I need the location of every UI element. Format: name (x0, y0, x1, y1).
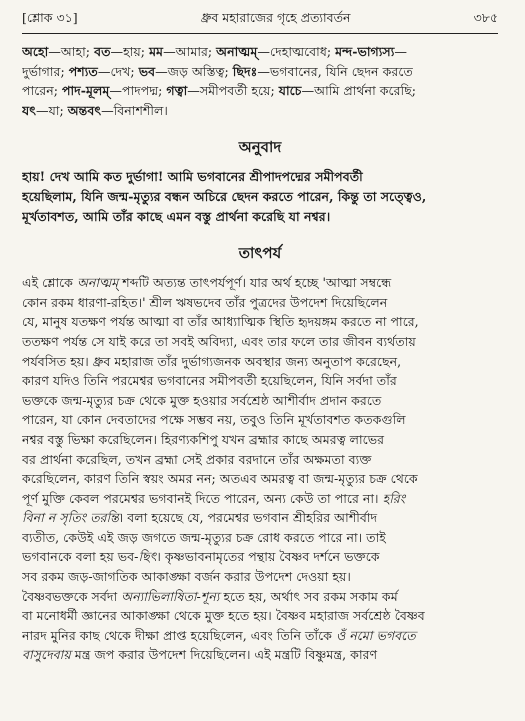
sanskrit-term: পাদ-মূলম্ (61, 83, 110, 99)
purport-line (22, 489, 498, 509)
page (22, 10, 498, 665)
text-run: —হায়; (110, 44, 150, 59)
sanskrit-term: যৎ (22, 102, 36, 118)
synonym-line (22, 42, 498, 62)
synonym-line (22, 101, 498, 121)
synonym-line (22, 81, 498, 101)
sanskrit-term: যাচে (278, 83, 302, 99)
text-run: করেছিলেন, কারণ তিনি স্বয়ং অমর নন; অতএব অমরত্ব বা জন্ম-মৃত্যুর চক্র থেকে (22, 471, 418, 487)
sanskrit-term: অহো (22, 44, 49, 59)
text-run: । বলা হয়েছে যে, পরমেশ্বর ভগবান শ্রীহরির আশীর্বাদ (118, 510, 378, 526)
sanskrit-term: ছিদঃ (232, 63, 258, 79)
translation-line: হয়েছিলাম, যিনি জন্ম-মৃত্যুর বন্ধন অচিরে ছেদন করতে পারেন, কিন্তু তা সত্ত্বেও, (22, 188, 427, 204)
italic-term: অন্যাভিলাষিতা-শূন্য (121, 588, 220, 604)
purport-line (22, 606, 498, 626)
purport-line (22, 391, 498, 411)
text-run: পর্যবসিত হয়। ধ্রুব মহারাজ তাঁর দুর্ভাগ্যজনক অবস্থার জন্য অনুতাপ করেছেন, (22, 353, 402, 369)
text-run: —যা; (36, 102, 68, 118)
purport-line (22, 273, 498, 293)
text-run: —আমি প্রার্থনা করেছি; (301, 83, 417, 99)
synonym-line (22, 62, 498, 82)
sanskrit-term: পশ্যত (68, 63, 98, 79)
running-header (22, 10, 498, 34)
text-run: পারেন, যা কোন দেবতাদের পক্ষে সম্ভব নয়, তবুও তিনি মূর্খতাবশত কতকগুলি (22, 412, 406, 428)
verse-number: [শ্লোক ৩১] (22, 10, 78, 25)
sanskrit-term: ভব (138, 63, 156, 79)
text-run: ভক্তকে জন্ম-মৃত্যুর চক্র থেকে মুক্ত হওয়ার সর্বশ্রেষ্ঠ আশীর্বাদ প্রদান করতে (22, 392, 382, 408)
purport-line (22, 567, 498, 587)
purport-line (22, 410, 498, 430)
text-run: সব রকম জড়-জাগতিক আকাঙ্ক্ষা বর্জন করার উপদেশ দেওয়া হয়। (22, 569, 351, 585)
translation-text (22, 167, 498, 226)
text-run: হতে হয়, অর্থাৎ সব রকম সকাম কর্ম (219, 588, 398, 604)
text-run: পারেন; (22, 83, 62, 99)
purport-line (22, 547, 498, 567)
word-for-word-synonyms (22, 42, 498, 120)
text-run: —সমীপবর্তী হয়ে; (187, 83, 279, 99)
italic-term: ছিৎ (138, 549, 157, 565)
text-run: —জড় অস্তিত্ব; (155, 63, 233, 79)
text-run: বর প্রার্থনা করেছিল, তখন ব্রহ্মা সেই প্রকার বরদানে তাঁর অক্ষমতা ব্যক্ত (22, 451, 372, 467)
text-run: —ভগবানের, যিনি ছেদন করতে (257, 63, 413, 79)
sanskrit-term: মম (149, 44, 164, 59)
sanskrit-term: মন্দ-ভাগ্যস্য (335, 44, 395, 59)
purport-line (22, 312, 498, 332)
purport-line (22, 371, 498, 391)
purport-line (22, 430, 498, 450)
italic-term: ওঁ নমো ভগবতে (335, 627, 416, 643)
translation-line: হায়! দেখ আমি কত দুর্ভাগা! আমি ভগবানের শ্রীপাদপদ্মের সমীপবর্তী (22, 169, 363, 185)
purport-line (22, 528, 498, 548)
purport-line (22, 469, 498, 489)
sanskrit-term: গত্বা (166, 83, 188, 99)
text-run: এই শ্লোকে (22, 275, 77, 291)
italic-term: অনাত্মম্ (77, 275, 119, 291)
italic-term: বাসুদেবায় (22, 647, 71, 663)
purport-line (22, 587, 498, 607)
text-run: ততক্ষণ পর্যন্ত সে যাই করে তা সবই অবিদ্যা, এবং তার ফলে তার জীবন ব্যর্থতায় (22, 333, 416, 349)
chapter-title: ধ্রুব মহারাজের গৃহে প্রত্যাবর্তন (200, 10, 351, 25)
text-run: দুর্ভাগার; (22, 63, 69, 79)
text-run: —পাদপদ্ম; (109, 83, 167, 99)
text-run: — (394, 44, 407, 59)
purport-line (22, 293, 498, 313)
purport-text (22, 273, 498, 665)
text-run: —দেহাত্মবোধ; (257, 44, 336, 59)
purport-line (22, 450, 498, 470)
text-run: বৈষ্ণবভক্তকে সর্বদা (22, 588, 122, 604)
purport-line (22, 508, 498, 528)
text-run: নারদ মুনির কাছ থেকে দীক্ষা প্রাপ্ত হয়েছিলেন, এবং তিনি তাঁকে (22, 627, 336, 643)
text-run: পূর্ণ মুক্তি কেবল পরমেশ্বর ভগবানই দিতে পারেন, অন্য কেউ তা পারে না। (22, 490, 383, 506)
page-number: ৩৮৫ (473, 10, 498, 25)
text-run: নশ্বর বস্তু ভিক্ষা করেছিলেন। হিরণ্যকশিপু যখন ব্রহ্মার কাছে অমরত্ব লাভের (22, 431, 385, 447)
text-run: বা মনোধর্মী জ্ঞানের আকাঙ্ক্ষা থেকে মুক্ত হতে হয়। বৈষ্ণব মহারাজ সর্বশ্রেষ্ঠ বৈষ্ণব (22, 608, 425, 624)
translation-heading: অনুবাদ (238, 138, 282, 157)
sanskrit-term: অনাত্মম্ (216, 44, 258, 59)
purport-heading: তাৎপর্য (238, 244, 282, 263)
italic-term: বিনা ন সৃতিং তরন্তি (22, 510, 119, 526)
text-run: —দেখ; (97, 63, 139, 79)
text-run: —বিনাশশীল। (101, 102, 168, 118)
text-run: কারণ যদিও তিনি পরমেশ্বর ভগবানের সমীপবর্তী হয়েছিলেন, যিনি সর্বদা তাঁর (22, 373, 397, 389)
sanskrit-term: বত (94, 44, 111, 59)
text-run: ভগবানকে বলা হয় ভব- (22, 549, 139, 565)
text-run: যে, মানুষ যতক্ষণ পর্যন্ত আত্মা বা তাঁর আধ্যাত্মিক স্থিতি হৃদয়ঙ্গম করতে না পারে, (22, 314, 419, 330)
translation-line: মূর্খতাবশত, আমি তাঁর কাছে এমন বস্তু প্রার্থনা করেছি যা নশ্বর। (22, 208, 331, 224)
text-run: মন্ত্র জপ করার উপদেশ দিয়েছিলেন। এই মন্ত্রটি বিষ্ণুমন্ত্র, কারণ (70, 647, 378, 663)
text-run: —আমার; (163, 44, 217, 59)
text-run: কোন রকম ধারণা-রহিত।' শ্রীল ঋষভদেব তাঁর পুত্রদের উপদেশ দিয়েছিলেন (22, 294, 388, 310)
text-run: —আহা; (48, 44, 95, 59)
text-run: । কৃষ্ণভাবনামৃতের পন্থায় বৈষ্ণব দর্শনে ভক্তকে (156, 549, 380, 565)
purport-line (22, 626, 498, 646)
sanskrit-term: অন্তবৎ (67, 102, 102, 118)
italic-term: হরিং (382, 490, 406, 506)
purport-line (22, 332, 498, 352)
purport-line (22, 352, 498, 372)
purport-line (22, 645, 498, 665)
text-run: শব্দটি অত্যন্ত তাৎপর্যপূর্ণ। যার অর্থ হচ্ছে 'আত্মা সম্বন্ধে (118, 275, 392, 291)
text-run: ব্যতীত, কেউই এই জড় জগতে জন্ম-মৃত্যুর চক্র রোধ করতে পারে না। তাই (22, 529, 386, 545)
